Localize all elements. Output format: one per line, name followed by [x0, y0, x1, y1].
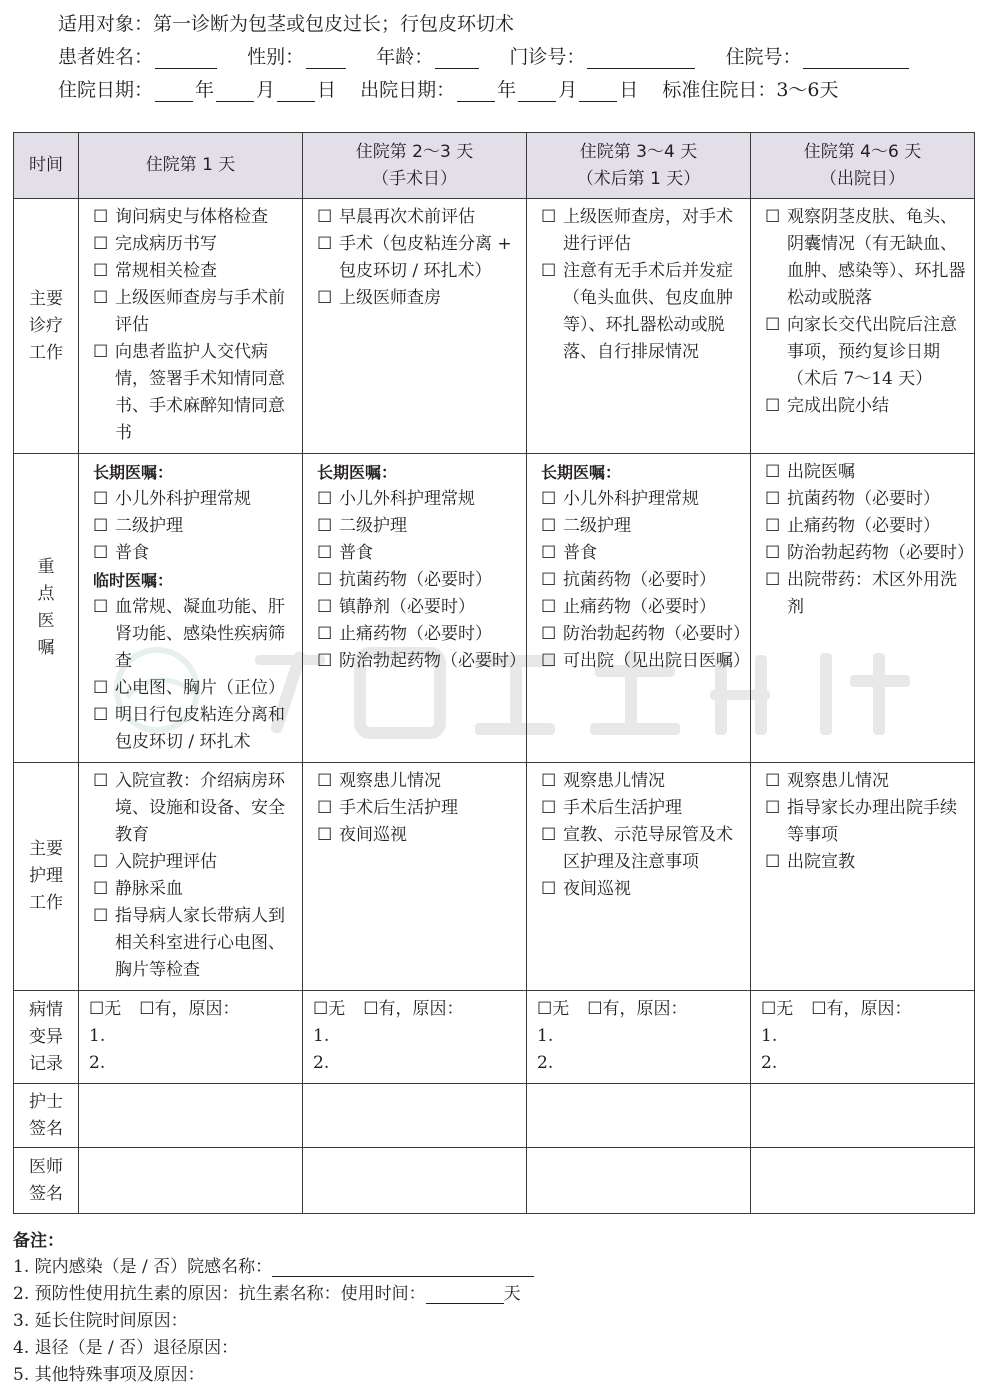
variance-options [313, 996, 520, 1023]
nurse-signature-day4-6[interactable] [751, 1084, 975, 1148]
checkbox-icon[interactable]: ☐ [93, 906, 109, 926]
checkbox-icon[interactable]: ☐ [765, 798, 781, 818]
checklist-item [317, 822, 520, 849]
checklist-item-text: 普食 [115, 543, 149, 563]
checklist-item [317, 486, 520, 513]
row-label-nursing [14, 763, 79, 991]
row-label-line: 主要 [29, 839, 63, 859]
row-label-line: 变异 [29, 1026, 63, 1047]
admit-month-field[interactable] [216, 80, 254, 102]
checklist-item-text: 防治勃起药物（必要时） [339, 651, 526, 671]
col-header-day3-4 [527, 133, 751, 199]
checkbox-icon[interactable]: ☐ [765, 315, 781, 335]
col-header-day4-6 [751, 133, 975, 199]
checklist-item-text: 抗菌药物（必要时） [787, 489, 940, 509]
checkbox-icon[interactable]: ☐ [541, 651, 557, 671]
checkbox-icon[interactable]: ☐ [93, 288, 109, 308]
checklist-item-text: 出院宣教 [787, 852, 855, 872]
doctor-signature-day3-4[interactable] [527, 1148, 751, 1214]
checkbox-icon[interactable]: ☐ [765, 570, 781, 590]
clinic-no-field[interactable] [587, 47, 695, 69]
checklist-item [317, 648, 526, 675]
admission-no-label: 住院号： [725, 46, 802, 68]
row-main-work [14, 199, 975, 454]
checklist-item-text: 普食 [563, 543, 597, 563]
checkbox-icon[interactable]: ☐ [541, 489, 557, 509]
checklist-item [93, 258, 296, 285]
row-label-line: 医师 [29, 1156, 63, 1177]
checklist-item-text: 静脉采血 [115, 879, 183, 899]
checkbox-icon[interactable]: ☐ [765, 207, 781, 227]
checkbox-icon[interactable]: ☐ [541, 624, 557, 644]
checkbox-icon[interactable]: ☐ [93, 705, 109, 725]
patient-info-line [58, 41, 911, 74]
col-header-day2-3-sub: （手术日） [372, 168, 457, 189]
note-1-field[interactable] [272, 1258, 534, 1277]
checklist-item [317, 795, 520, 822]
gender-field[interactable] [306, 47, 346, 69]
checklist-item-text: 观察患儿情况 [563, 771, 665, 791]
checkbox-icon[interactable]: ☐ [765, 516, 781, 536]
col-header-day2-3-title: 住院第 2～3 天 [355, 141, 474, 162]
checkbox-icon[interactable]: ☐ [317, 489, 333, 509]
checkbox-icon[interactable]: ☐ [93, 852, 109, 872]
doctor-signature-day4-6[interactable] [751, 1148, 975, 1214]
variance-line-2: 2. [89, 1053, 106, 1073]
checkbox-icon[interactable]: ☐ [541, 207, 557, 227]
checklist-item-text: 防治勃起药物（必要时） [787, 543, 974, 563]
long-term-orders-heading: 长期医嘱： [93, 463, 174, 482]
month-label: 月 [256, 79, 276, 101]
discharge-day-field[interactable] [579, 80, 617, 102]
checklist-item-text: 询问病史与体格检查 [115, 207, 268, 227]
note-4: 4. 退径（是 / 否）退径原因： [13, 1338, 239, 1358]
checklist-item [765, 540, 974, 567]
checkbox-icon[interactable]: ☐ [541, 879, 557, 899]
checklist-item-text: 完成病历书写 [115, 234, 217, 254]
col-header-day2-3 [303, 133, 527, 199]
checklist-item [317, 513, 520, 540]
checklist-item-text: 向家长交代出院后注意事项，预约复诊日期（术后 7～14 天） [787, 315, 957, 389]
checkbox-icon[interactable]: ☐ [93, 261, 109, 281]
checklist-item-text: 指导病人家长带病人到相关科室进行心电图、胸片等检查 [115, 906, 285, 980]
checkbox-icon[interactable]: ☐ [93, 207, 109, 227]
checklist-item-text: 止痛药物（必要时） [787, 516, 940, 536]
row-label-nurse-signature [14, 1084, 79, 1148]
year-label: 年 [497, 79, 517, 101]
checklist-item [765, 393, 968, 420]
checkbox-icon[interactable]: ☐ [317, 570, 333, 590]
checkbox-icon[interactable]: ☐ [765, 489, 781, 509]
orders-day2-3-long [317, 486, 526, 675]
variance-none-label: 无 [328, 999, 346, 1019]
checkbox-icon[interactable]: ☐ [761, 999, 777, 1019]
checklist-item [765, 204, 968, 312]
row-label-line: 签名 [29, 1183, 63, 1204]
checklist-item [93, 903, 296, 984]
row-label-main-work [14, 199, 79, 454]
variance-line-1: 1. [537, 1026, 554, 1046]
checklist-item [93, 339, 296, 447]
checkbox-icon[interactable]: ☐ [93, 516, 109, 536]
checklist-item-text: 止痛药物（必要时） [563, 597, 716, 617]
nursing-day4-6 [751, 763, 975, 991]
notes-section [13, 1228, 534, 1389]
checkbox-icon[interactable]: ☐ [317, 771, 333, 791]
checkbox-icon[interactable]: ☐ [587, 999, 603, 1019]
discharge-year-field[interactable] [457, 80, 495, 102]
row-key-orders [14, 454, 975, 763]
admit-date-label: 住院日期： [58, 79, 154, 101]
checklist-item [541, 621, 750, 648]
admit-day-field[interactable] [277, 80, 315, 102]
checklist-item-text: 小儿外科护理常规 [563, 489, 699, 509]
col-header-day3-4-title: 住院第 3～4 天 [579, 141, 698, 162]
checkbox-icon[interactable]: ☐ [317, 516, 333, 536]
checklist-item [93, 702, 296, 756]
row-label-line: 嘱 [37, 638, 55, 658]
temporary-orders-heading: 临时医嘱： [93, 571, 174, 590]
age-label: 年龄： [376, 46, 434, 68]
checkbox-icon[interactable]: ☐ [89, 999, 105, 1019]
nursing-day3-4 [527, 763, 751, 991]
checklist-item-text: 观察阴茎皮肤、龟头、阴囊情况（有无缺血、血肿、感染等）、环扎器松动或脱落 [787, 207, 966, 308]
checklist-item [93, 486, 296, 513]
checklist-item [765, 513, 968, 540]
checklist-item-text: 手术后生活护理 [339, 798, 458, 818]
variance-options [761, 996, 968, 1023]
note-1-text: 1. 院内感染（是 / 否）院感名称： [13, 1257, 273, 1277]
variance-line-2: 2. [537, 1053, 554, 1073]
note-2-text: 2. 预防性使用抗生素的原因：抗生素名称：使用时间： [13, 1284, 426, 1304]
date-line [58, 74, 911, 107]
col-header-day1: 住院第 1 天 [79, 133, 303, 199]
admission-no-field[interactable] [803, 47, 909, 69]
checklist-item-text: 出院带药：术区外用洗剂 [787, 570, 957, 617]
age-field[interactable] [435, 47, 479, 69]
checkbox-icon[interactable]: ☐ [541, 570, 557, 590]
orders-day1-long [93, 486, 296, 567]
checklist-item-text: 早晨再次术前评估 [339, 207, 475, 227]
checklist-item-text: 上级医师查房，对手术进行评估 [563, 207, 733, 254]
checkbox-icon[interactable]: ☐ [765, 396, 781, 416]
row-label-line: 签名 [29, 1118, 63, 1139]
col-header-time: 时间 [14, 133, 79, 199]
variance-has-label: 有，原因： [826, 999, 912, 1019]
variance-line-1: 1. [761, 1026, 778, 1046]
variance-day4-6 [751, 991, 975, 1084]
checklist-item [765, 849, 968, 876]
main-work-day2-3 [303, 199, 527, 454]
variance-none-label: 无 [552, 999, 570, 1019]
checklist-item [93, 768, 296, 849]
day-label: 日 [619, 79, 639, 101]
checklist-item [93, 675, 296, 702]
checkbox-icon[interactable]: ☐ [765, 543, 781, 563]
checkbox-icon[interactable]: ☐ [363, 999, 379, 1019]
patient-name-field[interactable] [155, 47, 217, 69]
checklist-item-text: 常规相关检查 [115, 261, 217, 281]
note-3: 3. 延长住院时间原因： [13, 1311, 188, 1331]
orders-day4-6 [751, 454, 975, 763]
checkbox-icon[interactable]: ☐ [93, 879, 109, 899]
row-label-line: 诊疗 [29, 315, 63, 336]
month-label: 月 [558, 79, 578, 101]
orders-day1-temp [93, 594, 296, 756]
variance-day1 [79, 991, 303, 1084]
checklist-item [317, 231, 520, 285]
checkbox-icon[interactable]: ☐ [317, 798, 333, 818]
checklist-item [541, 795, 744, 822]
variance-line-2: 2. [761, 1053, 778, 1073]
variance-has-label: 有，原因： [602, 999, 688, 1019]
checklist-item [317, 285, 520, 312]
checklist-item-text: 二级护理 [563, 516, 631, 536]
checkbox-icon[interactable]: ☐ [317, 624, 333, 644]
checkbox-icon[interactable]: ☐ [139, 999, 155, 1019]
checkbox-icon[interactable]: ☐ [765, 852, 781, 872]
notes-title: 备注： [13, 1231, 64, 1251]
checkbox-icon[interactable]: ☐ [541, 771, 557, 791]
checklist-item [93, 513, 296, 540]
row-label-line: 点 [37, 584, 55, 604]
checklist-item [541, 594, 744, 621]
checklist-item [541, 513, 744, 540]
checklist-item [541, 204, 744, 258]
row-label-line: 主要 [29, 288, 63, 309]
checklist-item [93, 540, 296, 567]
row-label-key-orders [14, 454, 79, 763]
checklist-item-text: 注意有无手术后并发症（龟头血供、包皮血肿等）、环扎器松动或脱落、自行排尿情况 [563, 261, 733, 362]
checklist-item-text: 上级医师查房 [339, 288, 441, 308]
checkbox-icon[interactable]: ☐ [317, 207, 333, 227]
checklist-item-text: 心电图、胸片（正位） [115, 678, 285, 698]
col-header-day4-6-sub: （出院日） [820, 168, 905, 189]
form-header [58, 8, 911, 107]
note-5: 5. 其他特殊事项及原因： [13, 1365, 205, 1385]
checkbox-icon[interactable]: ☐ [93, 342, 109, 362]
note-2 [13, 1281, 534, 1308]
checklist-item [317, 594, 520, 621]
variance-has-label: 有，原因： [378, 999, 464, 1019]
col-header-day3-4-sub: （术后第 1 天） [576, 168, 701, 189]
orders-day3-4-long [541, 486, 750, 675]
main-work-day4-6 [751, 199, 975, 454]
checkbox-icon[interactable]: ☐ [93, 678, 109, 698]
admit-year-field[interactable] [155, 80, 193, 102]
checklist-item-text: 出院医嘱 [787, 462, 855, 482]
checklist-item [765, 567, 968, 621]
checklist-item [541, 648, 750, 675]
checklist-item [541, 258, 744, 366]
checklist-item [317, 567, 520, 594]
checklist-item [317, 540, 520, 567]
checklist-item-text: 普食 [339, 543, 373, 563]
table-header-row [14, 133, 975, 199]
checklist-item-text: 入院宣教：介绍病房环境、设施和设备、安全教育 [115, 771, 285, 845]
day-label: 日 [317, 79, 337, 101]
checklist-item-text: 小儿外科护理常规 [115, 489, 251, 509]
checkbox-icon[interactable]: ☐ [541, 798, 557, 818]
checkbox-icon[interactable]: ☐ [317, 234, 333, 254]
checkbox-icon[interactable]: ☐ [541, 597, 557, 617]
checklist-item [93, 204, 296, 231]
variance-none-label: 无 [104, 999, 122, 1019]
checklist-item [93, 849, 296, 876]
note-1 [13, 1254, 534, 1281]
checkbox-icon[interactable]: ☐ [317, 597, 333, 617]
year-label: 年 [195, 79, 215, 101]
checkbox-icon[interactable]: ☐ [541, 825, 557, 845]
row-variance [14, 991, 975, 1084]
row-label-line: 医 [37, 611, 55, 631]
variance-day2-3 [303, 991, 527, 1084]
row-label-line: 护理 [29, 866, 63, 886]
row-label-line: 病情 [29, 999, 63, 1020]
checklist-item-text: 入院护理评估 [115, 852, 217, 872]
checkbox-icon[interactable]: ☐ [541, 516, 557, 536]
orders-day1 [79, 454, 303, 763]
gender-label: 性别： [247, 46, 305, 68]
row-nursing [14, 763, 975, 991]
row-label-line: 工作 [29, 342, 63, 363]
row-label-line: 重 [37, 557, 55, 577]
checklist-item-text: 手术后生活护理 [563, 798, 682, 818]
checklist-item [765, 768, 968, 795]
nurse-signature-day1[interactable] [79, 1084, 303, 1148]
variance-none-label: 无 [776, 999, 794, 1019]
checklist-item [541, 486, 744, 513]
checklist-item-text: 血常规、凝血功能、肝肾功能、感染性疾病筛查 [115, 597, 285, 671]
nursing-day1 [79, 763, 303, 991]
row-label-line: 记录 [29, 1053, 63, 1074]
checklist-item [765, 486, 968, 513]
checklist-item-text: 抗菌药物（必要时） [563, 570, 716, 590]
checklist-item-text: 手术（包皮粘连分离 + 包皮环切 / 环扎术） [339, 234, 512, 281]
checklist-item-text: 夜间巡视 [563, 879, 631, 899]
checklist-item [317, 204, 520, 231]
checklist-item-text: 二级护理 [339, 516, 407, 536]
checklist-item-text: 上级医师查房与手术前评估 [115, 288, 285, 335]
checkbox-icon[interactable]: ☐ [317, 543, 333, 563]
row-doctor-signature [14, 1148, 975, 1214]
discharge-month-field[interactable] [518, 80, 556, 102]
variance-line-1: 1. [313, 1026, 330, 1046]
checkbox-icon[interactable]: ☐ [93, 597, 109, 617]
doctor-signature-day1[interactable] [79, 1148, 303, 1214]
checkbox-icon[interactable]: ☐ [811, 999, 827, 1019]
checklist-item [317, 768, 520, 795]
checklist-item-text: 防治勃起药物（必要时） [563, 624, 750, 644]
checklist-item-text: 观察患儿情况 [787, 771, 889, 791]
checkbox-icon[interactable]: ☐ [537, 999, 553, 1019]
clinic-no-label: 门诊号： [509, 46, 586, 68]
variance-options [89, 996, 296, 1023]
variance-day3-4 [527, 991, 751, 1084]
row-label-variance [14, 991, 79, 1084]
checkbox-icon[interactable]: ☐ [765, 771, 781, 791]
checklist-item [541, 567, 744, 594]
checklist-item-text: 完成出院小结 [787, 396, 889, 416]
checkbox-icon[interactable]: ☐ [93, 489, 109, 509]
checklist-item [317, 621, 520, 648]
checklist-item-text: 镇静剂（必要时） [339, 597, 475, 617]
checklist-item-text: 观察患儿情况 [339, 771, 441, 791]
row-label-line: 护士 [29, 1091, 63, 1112]
checklist-item-text: 可出院（见出院日医嘱） [563, 651, 750, 671]
checkbox-icon[interactable]: ☐ [317, 651, 333, 671]
clinical-pathway-table [13, 132, 975, 1214]
checkbox-icon[interactable]: ☐ [93, 543, 109, 563]
nursing-day2-3 [303, 763, 527, 991]
nurse-signature-day2-3[interactable] [303, 1084, 527, 1148]
checklist-item [93, 876, 296, 903]
checklist-item [93, 594, 296, 675]
variance-line-1: 1. [89, 1026, 106, 1046]
long-term-orders-heading: 长期医嘱： [317, 463, 398, 482]
checklist-item [541, 822, 744, 876]
checkbox-icon[interactable]: ☐ [93, 234, 109, 254]
discharge-date-label: 出院日期： [360, 79, 456, 101]
checklist-item [541, 768, 744, 795]
checklist-item-text: 向患者监护人交代病情，签署手术知情同意书、手术麻醉知情同意书 [115, 342, 285, 443]
checklist-item [541, 540, 744, 567]
checklist-item-text: 止痛药物（必要时） [339, 624, 492, 644]
checklist-item [765, 312, 968, 393]
col-header-day4-6-title: 住院第 4～6 天 [803, 141, 922, 162]
note-2-field[interactable] [426, 1285, 504, 1304]
variance-options [537, 996, 744, 1023]
main-work-day1 [79, 199, 303, 454]
variance-has-label: 有，原因： [154, 999, 240, 1019]
main-work-day3-4 [527, 199, 751, 454]
checkbox-icon[interactable]: ☐ [541, 261, 557, 281]
checklist-item-text: 二级护理 [115, 516, 183, 536]
note-2-unit: 天 [503, 1284, 521, 1304]
applicable-object: 适用对象：第一诊断为包茎或包皮过长；行包皮环切术 [58, 13, 515, 35]
standard-stay: 标准住院日：3～6天 [662, 79, 839, 101]
doctor-signature-day2-3[interactable] [303, 1148, 527, 1214]
checklist-item [93, 285, 296, 339]
long-term-orders-heading: 长期医嘱： [541, 463, 622, 482]
patient-name-label: 患者姓名： [58, 46, 154, 68]
checkbox-icon[interactable]: ☐ [93, 771, 109, 791]
checkbox-icon[interactable]: ☐ [317, 288, 333, 308]
checklist-item [765, 459, 968, 486]
checklist-item-text: 指导家长办理出院手续等事项 [787, 798, 957, 845]
checklist-item-text: 宣教、示范导尿管及术区护理及注意事项 [563, 825, 733, 872]
checklist-item-text: 明日行包皮粘连分离和包皮环切 / 环扎术 [115, 705, 285, 752]
variance-line-2: 2. [313, 1053, 330, 1073]
checkbox-icon[interactable]: ☐ [765, 462, 781, 482]
row-nurse-signature [14, 1084, 975, 1148]
orders-day2-3 [303, 454, 527, 763]
checklist-item-text: 夜间巡视 [339, 825, 407, 845]
checklist-item [541, 876, 744, 903]
row-label-doctor-signature [14, 1148, 79, 1214]
checklist-item-text: 抗菌药物（必要时） [339, 570, 492, 590]
row-label-line: 工作 [29, 893, 63, 913]
checkbox-icon[interactable]: ☐ [317, 825, 333, 845]
checklist-item-text: 小儿外科护理常规 [339, 489, 475, 509]
orders-day3-4 [527, 454, 751, 763]
nurse-signature-day3-4[interactable] [527, 1084, 751, 1148]
checkbox-icon[interactable]: ☐ [313, 999, 329, 1019]
checklist-item [765, 795, 968, 849]
checkbox-icon[interactable]: ☐ [541, 543, 557, 563]
checklist-item [93, 231, 296, 258]
